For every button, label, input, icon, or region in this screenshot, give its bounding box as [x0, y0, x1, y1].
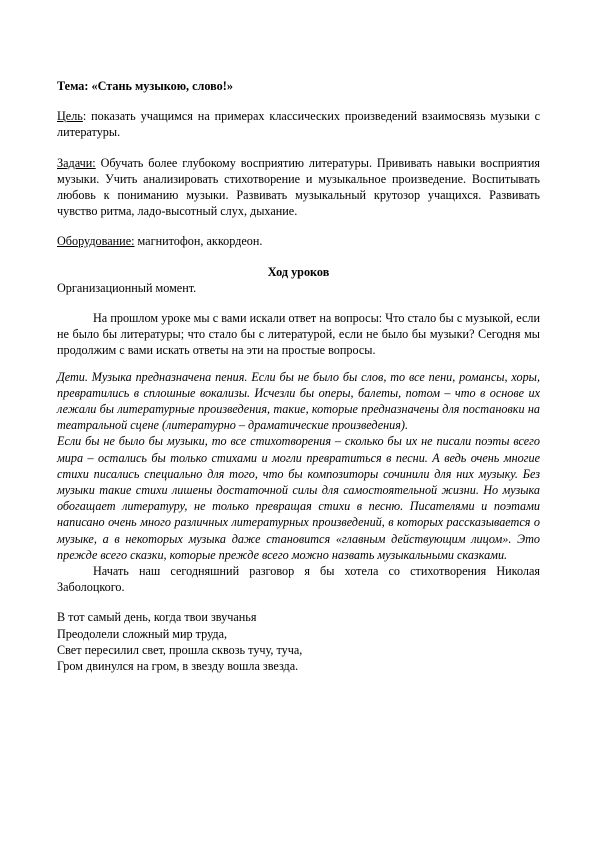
- org-moment: Организационный момент.: [57, 280, 197, 295]
- equipment-paragraph: [57, 233, 540, 249]
- tasks-text: Обучать более глубокому восприятию литературы. Прививать навыки восприятия музыки. Учить анализировать стихотворение и музыкальное произведение. Воспитывать любовь к пониманию музыки. Развивать музыкальный крутозор учащихся. Развивать чувство ритма, ладо-высотный слух, дыхание.: [57, 155, 540, 219]
- equipment-text: магнитофон, аккордеон.: [134, 234, 263, 249]
- poem-line: В тот самый день, когда твои звучанья: [57, 610, 257, 625]
- children-paragraph-1: Дети. Музыка предназначена пения. Если бы не было бы слов, то все пени, романсы, хоры, превратились в сплошные вокализы. Исчезли бы оперы, балеты, потом – что в основе их лежали бы литературные произведения, такие, которые предназначены для постановки на театральной сцене (литературно – драматические произведения).: [57, 369, 540, 433]
- poem-line: Преодолели сложный мир труда,: [57, 626, 228, 641]
- intro-paragraph: На прошлом уроке мы с вами искали ответ на вопросы: Что стало бы с музыкой, если не было бы литературы; что стало бы с литературой, если не было бы музыки? Сегодня мы продолжим с вами искать ответы на эти на простые вопросы.: [57, 311, 540, 358]
- tasks-paragraph: [57, 155, 540, 220]
- topic-heading: Тема: «Стань музыкою, слово!»: [57, 79, 233, 93]
- equipment-label: Оборудование:: [57, 234, 135, 249]
- poem-line: Свет пересилил свет, прошла сквозь тучу, туча,: [57, 642, 303, 657]
- document-page: [57, 78, 540, 674]
- goal-text: : показать учащимся на примерах классических произведений взаимосвязь музыки с литературы.: [57, 109, 540, 140]
- children-paragraph-2: Если бы не было бы музыки, то все стихотворения – сколько бы их не писали поэты всего мира – остались бы только стихами и могли превратиться в песни. А ведь очень многие стихи писались специально для того, что бы композиторы сочинили для них музыку. Без музыки такие стихи лишены достаточной силы для самостоятельной жизни. Но музыка обогащает литературу, не только превращая стихи в песню. Писателями и поэтами написано очень много различных литературных произведений, в которых рассказывается о музыке, а в некоторых музыка даже становится «главным действующим лицом». Это прежде всего сказки, которые прежде всего можно назвать музыкальными сказками.: [57, 434, 540, 562]
- lesson-heading: Ход уроков: [267, 264, 330, 279]
- goal-paragraph: [57, 108, 540, 140]
- tasks-label: Задачи:: [57, 155, 96, 170]
- poem-line: Гром двинулся на гром, в звезду вошла звезда.: [57, 659, 299, 674]
- goal-label: Цель: [57, 109, 83, 124]
- poem-intro: Начать наш сегодняшний разговор я бы хотела со стихотворения Николая Заболоцкого.: [57, 564, 540, 595]
